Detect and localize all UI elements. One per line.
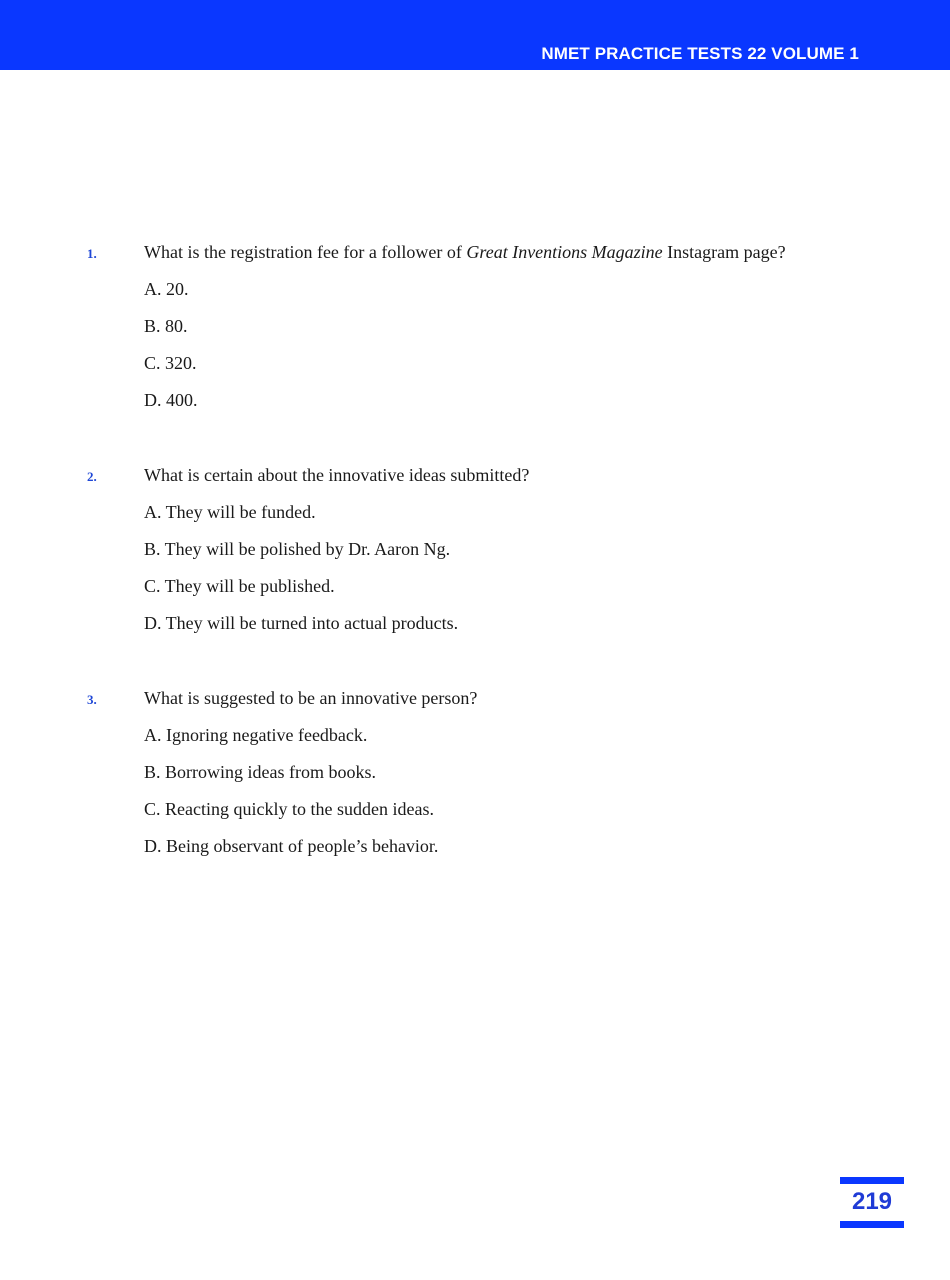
question-number: 2.: [87, 469, 97, 484]
option-c: C. 320.: [144, 353, 197, 373]
option-c: C. Reacting quickly to the sudden ideas.: [144, 799, 434, 819]
option-b: B. 80.: [144, 316, 188, 336]
question-text: What is certain about the innovative ideas submitted?: [144, 465, 530, 485]
page-number-badge: [840, 1177, 904, 1231]
option-b: B. Borrowing ideas from books.: [144, 762, 376, 782]
option-d: D. They will be turned into actual products.: [144, 613, 459, 633]
page-header: [0, 0, 950, 70]
option-c: C. They will be published.: [144, 576, 335, 596]
question-text-part: What is the registration fee for a follower of: [144, 242, 467, 262]
option-a: A. Ignoring negative feedback.: [144, 725, 368, 745]
page-number: 219: [851, 1188, 893, 1215]
option-b: B. They will be polished by Dr. Aaron Ng.: [144, 539, 451, 559]
question-text: [144, 240, 786, 264]
page-number-bottom-bar: [840, 1221, 904, 1228]
header-title: NMET PRACTICE TESTS 22 VOLUME 1: [541, 44, 859, 63]
option-a: A. They will be funded.: [144, 502, 316, 522]
question-number: 1.: [87, 246, 97, 261]
question-text-part: Instagram page?: [662, 242, 786, 262]
page-number-top-bar: [840, 1177, 904, 1184]
question-number: 3.: [87, 692, 97, 707]
option-d: D. Being observant of people’s behavior.: [144, 836, 439, 856]
option-d: D. 400.: [144, 390, 198, 410]
question-text: What is suggested to be an innovative person?: [144, 688, 478, 708]
magazine-title: Great Inventions Magazine: [466, 242, 663, 262]
option-a: A. 20.: [144, 279, 189, 299]
